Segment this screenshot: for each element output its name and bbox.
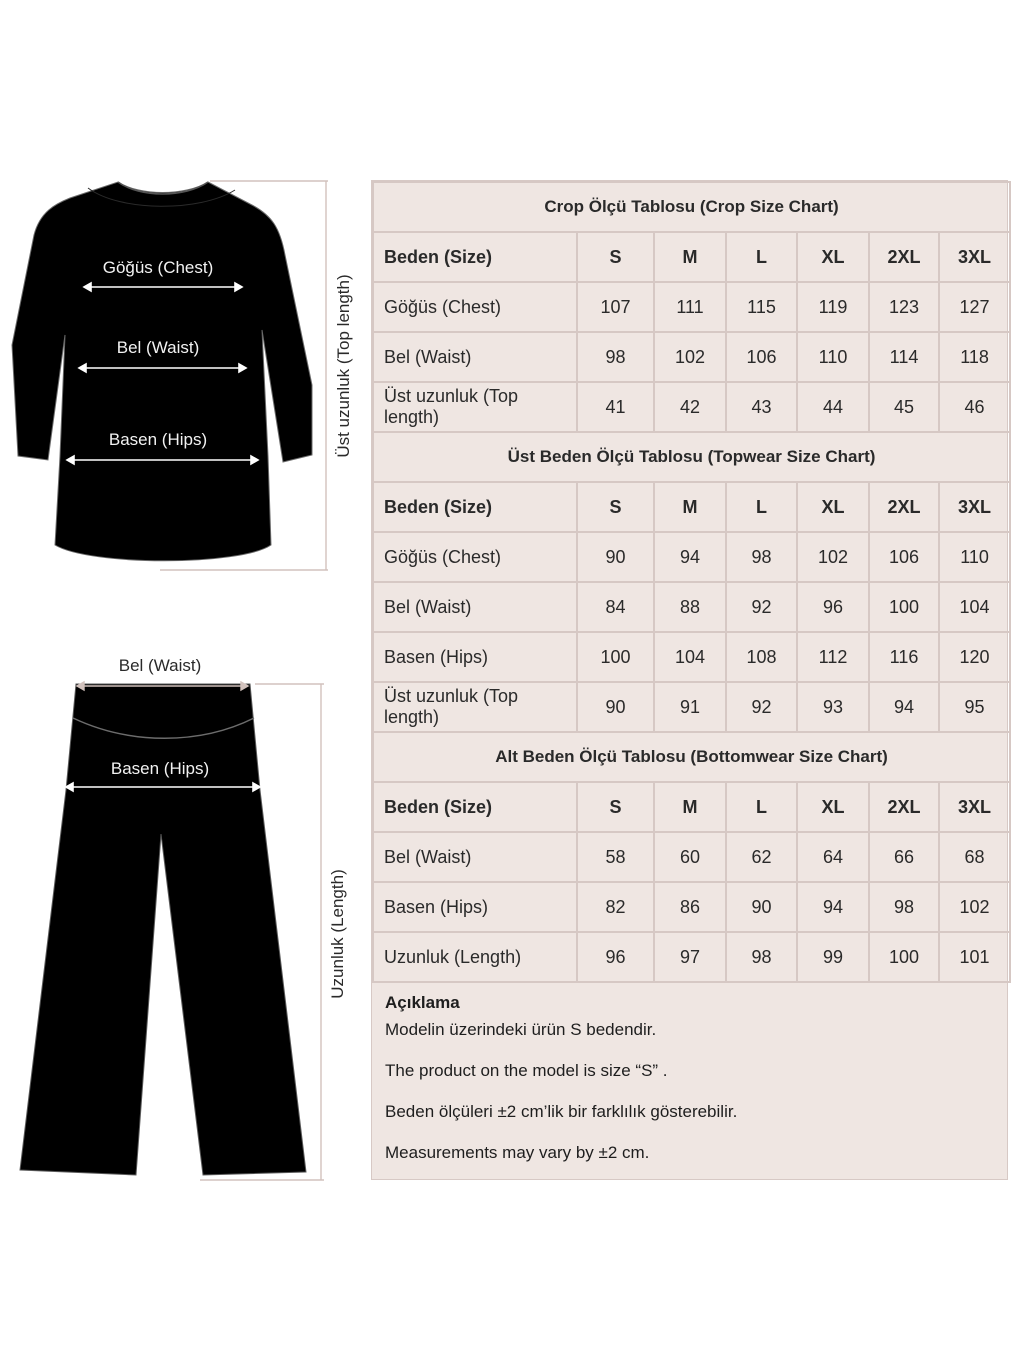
header-cell: 2XL	[869, 782, 939, 832]
table-cell: 90	[577, 532, 654, 582]
header-cell: 3XL	[939, 782, 1010, 832]
table-cell: 104	[654, 632, 726, 682]
row-label: Bel (Waist)	[373, 332, 577, 382]
table-cell: 96	[577, 932, 654, 982]
table-cell: 88	[654, 582, 726, 632]
note-line: Measurements may vary by ±2 cm.	[385, 1143, 650, 1162]
note-line: Modelin üzerindeki ürün S bedendir.	[385, 1020, 657, 1039]
table-cell: 92	[726, 682, 797, 732]
table-cell: 112	[797, 632, 869, 682]
note-line: Beden ölçüleri ±2 cm’lik bir farklılık gösterebilir.	[385, 1102, 738, 1121]
table-cell: 102	[654, 332, 726, 382]
garment-illustration	[0, 0, 370, 1360]
row-label: Basen (Hips)	[373, 882, 577, 932]
table-cell: 118	[939, 332, 1010, 382]
size-chart-panel	[371, 180, 1008, 1180]
table-cell: 116	[869, 632, 939, 682]
table-cell: 95	[939, 682, 1010, 732]
table-cell: 102	[939, 882, 1010, 932]
table-cell: 106	[869, 532, 939, 582]
table-cell: 66	[869, 832, 939, 882]
table-cell: 100	[577, 632, 654, 682]
table-cell: 90	[726, 882, 797, 932]
note-line: The product on the model is size “S” .	[385, 1061, 668, 1080]
header-cell: 3XL	[939, 482, 1010, 532]
row-label: Uzunluk (Length)	[373, 932, 577, 982]
topwear-title-row	[373, 432, 1010, 482]
row-label: Basen (Hips)	[373, 632, 577, 682]
table-cell: 127	[939, 282, 1010, 332]
table-row	[373, 582, 1010, 632]
table-cell: 90	[577, 682, 654, 732]
table-cell: 111	[654, 282, 726, 332]
table-cell: 92	[726, 582, 797, 632]
header-cell: Beden (Size)	[373, 482, 577, 532]
header-cell: 2XL	[869, 232, 939, 282]
table-cell: 100	[869, 932, 939, 982]
table-row	[373, 932, 1010, 982]
bottomwear-table-title: Alt Beden Ölçü Tablosu (Bottomwear Size Chart)	[373, 732, 1010, 782]
header-cell: S	[577, 782, 654, 832]
table-cell: 42	[654, 382, 726, 432]
table-cell: 107	[577, 282, 654, 332]
topwear-header-row	[373, 482, 1010, 532]
table-cell: 110	[939, 532, 1010, 582]
crop-header-row	[373, 232, 1010, 282]
pants-garment-icon	[20, 684, 306, 1175]
table-cell: 84	[577, 582, 654, 632]
header-cell: M	[654, 482, 726, 532]
header-cell: XL	[797, 232, 869, 282]
bottomwear-header-row	[373, 782, 1010, 832]
header-cell: 2XL	[869, 482, 939, 532]
header-cell: L	[726, 232, 797, 282]
header-cell: 3XL	[939, 232, 1010, 282]
table-cell: 98	[869, 882, 939, 932]
header-cell: L	[726, 482, 797, 532]
top-garment-icon	[12, 182, 312, 561]
table-cell: 64	[797, 832, 869, 882]
table-cell: 97	[654, 932, 726, 982]
table-cell: 45	[869, 382, 939, 432]
header-cell: S	[577, 482, 654, 532]
table-row	[373, 632, 1010, 682]
crop-title-row	[373, 182, 1010, 232]
table-cell: 119	[797, 282, 869, 332]
table-cell: 110	[797, 332, 869, 382]
table-cell: 98	[726, 932, 797, 982]
table-cell: 98	[726, 532, 797, 582]
table-cell: 120	[939, 632, 1010, 682]
table-cell: 82	[577, 882, 654, 932]
header-cell: Beden (Size)	[373, 232, 577, 282]
table-cell: 41	[577, 382, 654, 432]
table-cell: 98	[577, 332, 654, 382]
topwear-table-title: Üst Beden Ölçü Tablosu (Topwear Size Chart)	[373, 432, 1010, 482]
table-cell: 62	[726, 832, 797, 882]
table-row	[373, 282, 1010, 332]
bottomwear-title-row	[373, 732, 1010, 782]
header-cell: XL	[797, 482, 869, 532]
table-cell: 100	[869, 582, 939, 632]
row-label: Üst uzunluk (Top length)	[373, 682, 577, 732]
row-label: Bel (Waist)	[373, 832, 577, 882]
table-row	[373, 332, 1010, 382]
table-cell: 60	[654, 832, 726, 882]
table-cell: 93	[797, 682, 869, 732]
table-cell: 86	[654, 882, 726, 932]
header-cell: M	[654, 782, 726, 832]
top-waist-label: Bel (Waist)	[116, 338, 200, 357]
crop-table-title: Crop Ölçü Tablosu (Crop Size Chart)	[373, 182, 1010, 232]
row-label: Göğüs (Chest)	[373, 532, 577, 582]
header-cell: Beden (Size)	[373, 782, 577, 832]
table-cell: 58	[577, 832, 654, 882]
header-cell: XL	[797, 782, 869, 832]
table-cell: 99	[797, 932, 869, 982]
table-cell: 68	[939, 832, 1010, 882]
table-cell: 91	[654, 682, 726, 732]
row-label: Göğüs (Chest)	[373, 282, 577, 332]
pants-length-label: Uzunluk (Length)	[328, 869, 347, 999]
top-length-label: Üst uzunluk (Top length)	[334, 274, 353, 458]
top-chest-label: Göğüs (Chest)	[102, 258, 214, 277]
table-cell: 43	[726, 382, 797, 432]
table-cell: 101	[939, 932, 1010, 982]
table-row	[373, 682, 1010, 732]
table-cell: 46	[939, 382, 1010, 432]
row-label: Bel (Waist)	[373, 582, 577, 632]
notes-title: Açıklama	[385, 993, 460, 1012]
pants-waist-label: Bel (Waist)	[118, 656, 202, 675]
table-cell: 108	[726, 632, 797, 682]
table-cell: 115	[726, 282, 797, 332]
table-cell: 123	[869, 282, 939, 332]
table-cell: 114	[869, 332, 939, 382]
header-cell: L	[726, 782, 797, 832]
table-cell: 94	[654, 532, 726, 582]
table-row	[373, 882, 1010, 932]
header-cell: S	[577, 232, 654, 282]
table-row	[373, 832, 1010, 882]
table-cell: 94	[797, 882, 869, 932]
table-cell: 94	[869, 682, 939, 732]
table-row	[373, 532, 1010, 582]
size-chart-table	[372, 181, 1011, 983]
notes-section	[372, 989, 1007, 1183]
table-cell: 104	[939, 582, 1010, 632]
pants-hips-label: Basen (Hips)	[110, 759, 210, 778]
header-cell: M	[654, 232, 726, 282]
garment-figures	[0, 0, 370, 1360]
table-cell: 106	[726, 332, 797, 382]
row-label: Üst uzunluk (Top length)	[373, 382, 577, 432]
table-cell: 102	[797, 532, 869, 582]
table-cell: 96	[797, 582, 869, 632]
table-cell: 44	[797, 382, 869, 432]
top-hips-label: Basen (Hips)	[108, 430, 208, 449]
table-row	[373, 382, 1010, 432]
